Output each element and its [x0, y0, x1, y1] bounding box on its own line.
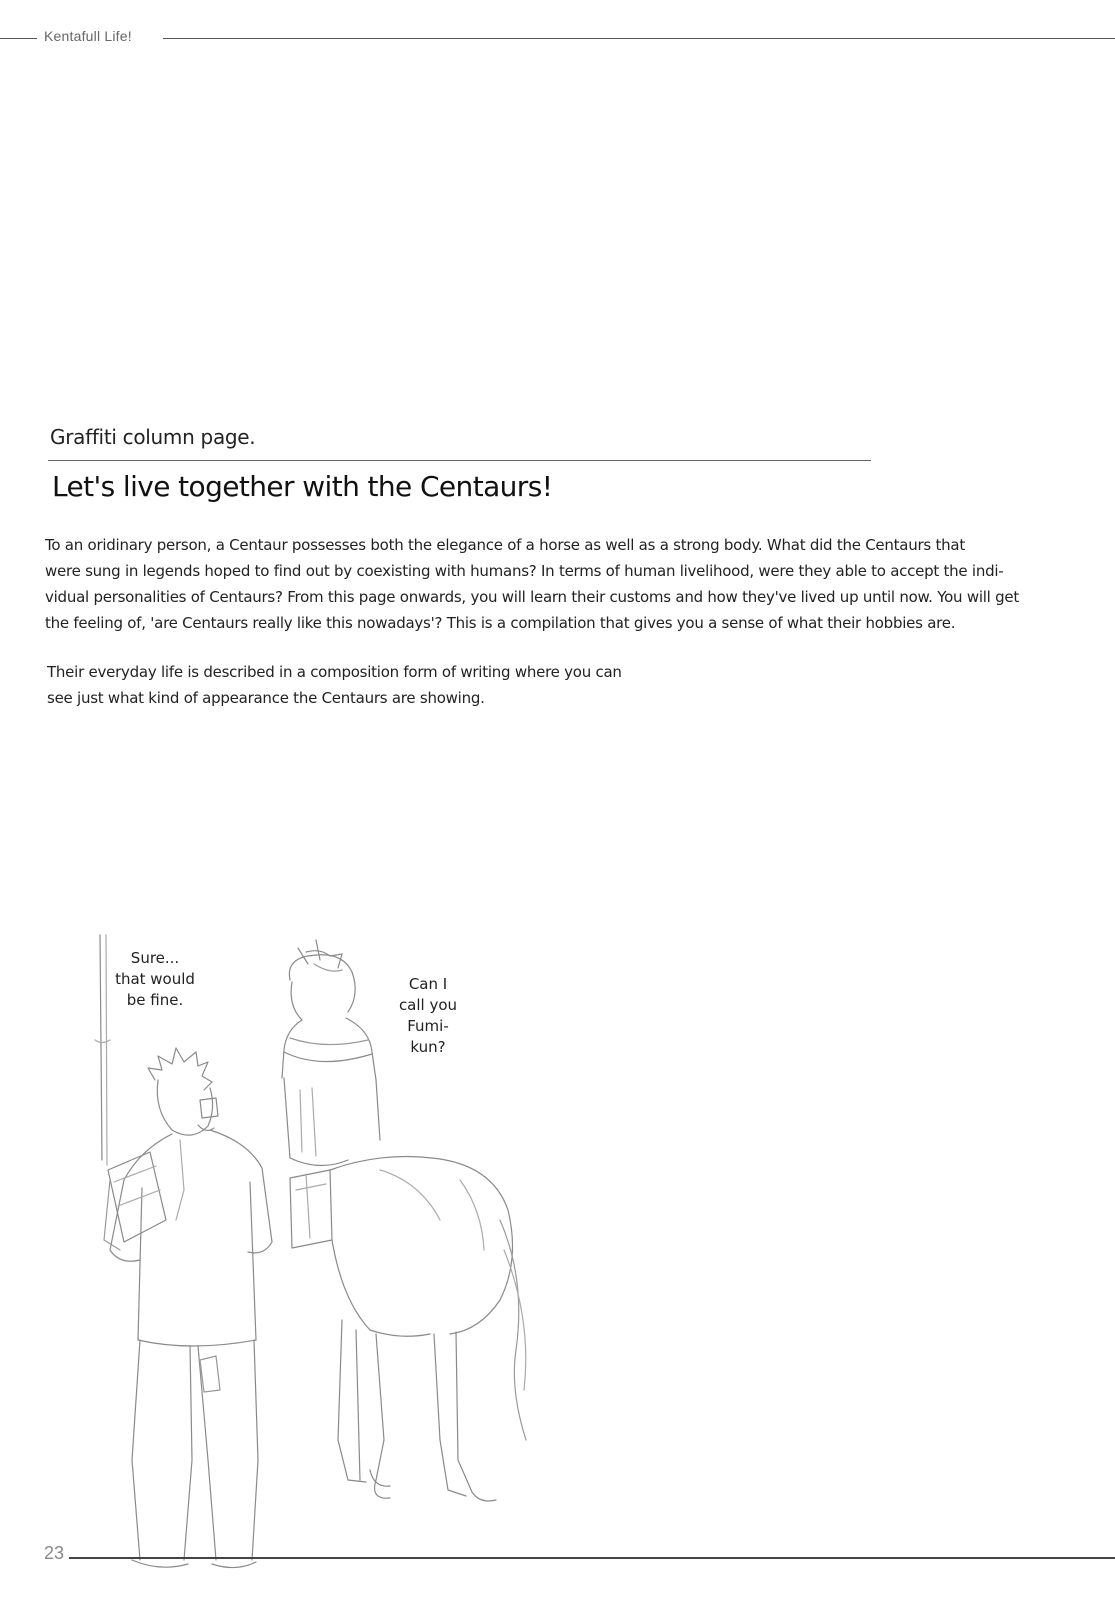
intro-line: were sung in legends hoped to find out by coexisting with humans? In terms of human livelihood, were they able to accept the indi- [45, 562, 1004, 580]
page-number: 23 [44, 1543, 65, 1563]
book-title: Kentafull Life! [44, 28, 132, 44]
intro-paragraph [45, 532, 1020, 636]
description-line: see just what kind of appearance the Centaurs are showing. [47, 689, 485, 707]
speech-line: Sure... [130, 949, 180, 967]
speech-text-centaur [398, 974, 458, 1058]
speech-line: kun? [410, 1038, 446, 1056]
section-label: Graffiti column page. [50, 425, 256, 449]
description-line: Their everyday life is described in a composition form of writing where you can [47, 663, 622, 681]
speech-line: call you [398, 996, 458, 1014]
footer-rule [69, 1557, 1115, 1559]
intro-line: To an oridinary person, a Centaur possesses both the elegance of a horse as well as a strong body. What did the Centaurs that [45, 536, 965, 554]
header-rule-left [0, 38, 37, 39]
speech-text-boy [110, 948, 200, 1011]
intro-line: the feeling of, 'are Centaurs really like this nowadays'? This is a compilation that gives you a sense of what their hobbies are. [45, 614, 956, 632]
speech-line: Fumi- [407, 1017, 449, 1035]
centaur-sketch-illustration [80, 920, 640, 1600]
speech-line: Can I [408, 975, 448, 993]
page-title: Let's live together with the Centaurs! [52, 470, 553, 503]
intro-line: vidual personalities of Centaurs? From this page onwards, you will learn their customs and how they've lived up until now. You will get [45, 588, 1020, 606]
section-divider [48, 460, 871, 461]
speech-line: be fine. [126, 991, 184, 1009]
header-rule-right [163, 38, 1115, 39]
description-paragraph [47, 659, 622, 711]
speech-line: that would [115, 970, 195, 988]
